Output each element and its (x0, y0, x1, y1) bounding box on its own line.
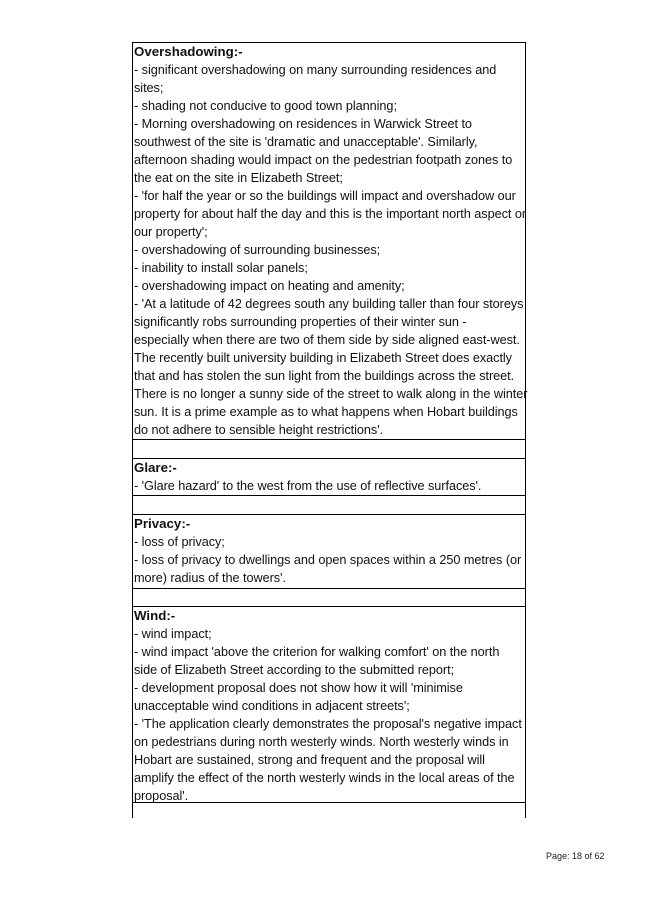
section-line: afternoon shading would impact on the pedestrian footpath zones to (134, 153, 513, 167)
spacer-row (133, 496, 525, 515)
section-line: - shading not conducive to good town planning; (134, 99, 397, 113)
section-line: - wind impact 'above the criterion for walking comfort' on the north (134, 645, 500, 659)
section-line: that and has stolen the sun light from the buildings across the street. (134, 369, 515, 383)
overshadowing-section (133, 43, 528, 440)
section-line: - 'for half the year or so the buildings will impact and overshadow our (134, 189, 516, 203)
section-line: - overshadowing of surrounding businesses; (134, 243, 381, 257)
section-line: amplify the effect of the north westerly winds in the local areas of the (134, 771, 515, 785)
privacy-section (133, 515, 525, 589)
section-line: on pedestrians during north westerly winds. North westerly winds in (134, 735, 509, 749)
section-line: - Morning overshadowing on residences in Warwick Street to (134, 117, 472, 131)
issues-table (132, 42, 526, 818)
empty-row (133, 803, 525, 819)
section-line: - loss of privacy to dwellings and open spaces within a 250 metres (or (134, 553, 522, 567)
section-heading: Overshadowing:- (134, 44, 243, 59)
spacer-row (133, 440, 525, 459)
section-line: - inability to install solar panels; (134, 261, 308, 275)
section-line: property for about half the day and this is the important north aspect or (134, 207, 527, 221)
section-line: sites; (134, 81, 164, 95)
section-line: our property'; (134, 225, 208, 239)
section-line: side of Elizabeth Street according to the submitted report; (134, 663, 455, 677)
section-line: do not adhere to sensible height restrictions'. (134, 423, 384, 437)
section-line: significantly robs surrounding properties of their winter sun - (134, 315, 467, 329)
section-line: - overshadowing impact on heating and amenity; (134, 279, 405, 293)
section-heading: Wind:- (134, 608, 176, 623)
section-line: - 'The application clearly demonstrates the proposal's negative impact (134, 717, 522, 731)
section-line: more) radius of the towers'. (134, 571, 286, 585)
section-line: - loss of privacy; (134, 535, 225, 549)
section-line: - 'Glare hazard' to the west from the use of reflective surfaces'. (134, 479, 482, 493)
section-line: unacceptable wind conditions in adjacent streets'; (134, 699, 410, 713)
section-heading: Glare:- (134, 460, 177, 475)
page-number: Page: 18 of 62 (546, 851, 605, 861)
section-line: Hobart are sustained, strong and frequent and the proposal will (134, 753, 485, 767)
section-line: proposal'. (134, 789, 189, 803)
section-line: the eat on the site in Elizabeth Street; (134, 171, 343, 185)
section-line: southwest of the site is 'dramatic and unacceptable'. Similarly, (134, 135, 478, 149)
section-heading: Privacy:- (134, 516, 191, 531)
section-line: The recently built university building in Elizabeth Street does exactly (134, 351, 512, 365)
section-line: especially when there are two of them side by side aligned east-west. (134, 333, 520, 347)
section-line: - 'At a latitude of 42 degrees south any building taller than four storeys (134, 297, 524, 311)
spacer-row (133, 589, 525, 607)
section-line: sun. It is a prime example as to what happens when Hobart buildings (134, 405, 518, 419)
section-line: There is no longer a sunny side of the street to walk along in the winter (134, 387, 528, 401)
section-line: - development proposal does not show how it will 'minimise (134, 681, 463, 695)
glare-section (133, 459, 525, 496)
wind-section (133, 607, 525, 803)
section-line: - significant overshadowing on many surrounding residences and (134, 63, 497, 77)
section-line: - wind impact; (134, 627, 212, 641)
